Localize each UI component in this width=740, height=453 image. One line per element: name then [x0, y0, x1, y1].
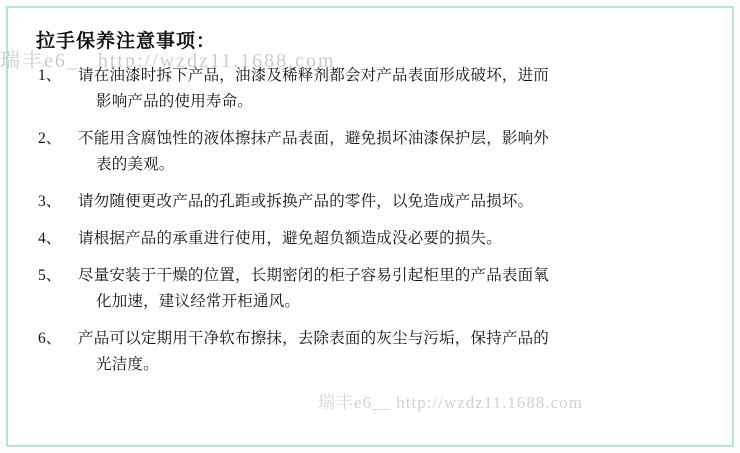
list-item-line: 光洁度。	[96, 356, 159, 373]
watermark-bottom: 瑞丰e6__ http://wzdz11.1688.com	[318, 393, 583, 412]
list-item-line: 影响产品的使用寿命。	[96, 93, 254, 110]
list-item-number: 6、	[38, 330, 62, 347]
list-item-number: 5、	[38, 267, 62, 284]
list-item-number: 4、	[38, 230, 62, 247]
list-item-number: 1、	[38, 67, 62, 84]
list-item-line: 请在油漆时拆下产品，油漆及稀释剂都会对产品表面形成破坏，进而	[78, 67, 550, 84]
list-item-number: 2、	[38, 130, 62, 147]
list-item-text	[78, 226, 714, 252]
list-item-line: 产品可以定期用干净软布擦抹，去除表面的灰尘与污垢，保持产品的	[78, 330, 550, 347]
list-item-line: 表的美观。	[96, 156, 175, 173]
document-content	[32, 22, 714, 435]
watermark-top: 瑞丰e6__ http://wzdz11.1688.com	[0, 50, 336, 72]
list-item-line: 不能用含腐蚀性的液体擦抹产品表面，避免损坏油漆保护层，影响外	[78, 130, 550, 147]
page-border	[6, 6, 734, 447]
list-item	[32, 326, 714, 378]
list-item-line: 请勿随便更改产品的孔距或拆换产品的零件，以免造成产品损坏。	[78, 193, 534, 210]
list-item-line: 尽量安装于干燥的位置，长期密闭的柜子容易引起柜里的产品表面氧	[78, 267, 550, 284]
list-item-text	[78, 189, 714, 215]
list-item-text	[78, 126, 714, 178]
list-item	[32, 263, 714, 315]
list-item	[32, 226, 714, 252]
list-item-line: 请根据产品的承重进行使用，避免超负额造成没必要的损失。	[78, 230, 502, 247]
list-item-text	[78, 263, 714, 315]
list-item	[32, 126, 714, 178]
list-item-line: 化加速，建议经常开柜通风。	[96, 293, 301, 310]
page-title: 拉手保养注意事项：	[36, 31, 217, 52]
list-item	[32, 189, 714, 215]
list-item-text	[78, 326, 714, 378]
list-item-number: 3、	[38, 193, 62, 210]
list-item	[32, 63, 714, 115]
list-item-text	[78, 63, 714, 115]
